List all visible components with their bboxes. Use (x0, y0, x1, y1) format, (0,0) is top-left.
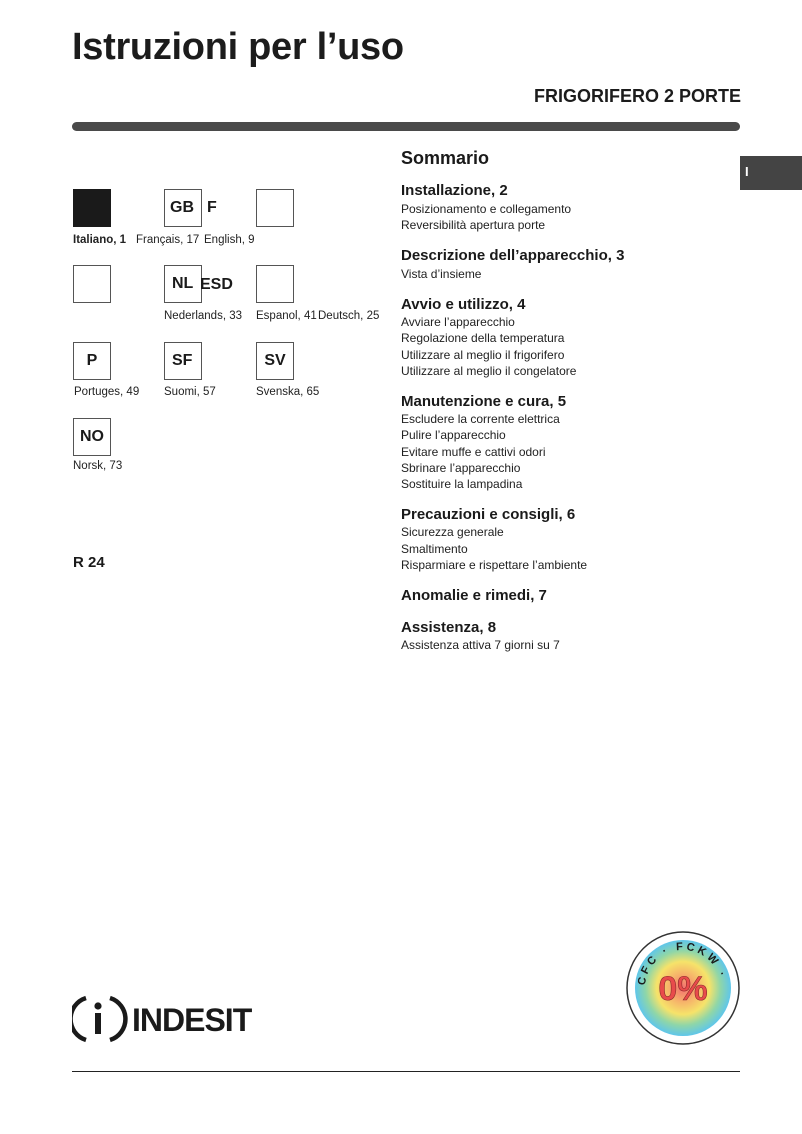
toc-item[interactable]: Regolazione della temperatura (401, 331, 565, 345)
toc-section-descrizione[interactable]: Descrizione dell’apparecchio, 3 (401, 247, 625, 264)
toc-item[interactable]: Evitare muffe e cattivi odori (401, 445, 546, 459)
language-caption-italiano[interactable] (73, 234, 126, 246)
toc-item[interactable]: Sicurezza generale (401, 525, 504, 539)
product-type: FRIGORIFERO 2 PORTE (533, 86, 741, 106)
language-tab[interactable]: I (740, 156, 802, 190)
language-code-esd: ESD (200, 276, 233, 293)
caption-italiano: Italiano, 1 (73, 234, 127, 246)
language-box-sv[interactable] (256, 342, 294, 380)
toc-section-installazione[interactable]: Installazione, 2 (401, 182, 508, 199)
toc-section-precauzioni[interactable]: Precauzioni e consigli, 6 (401, 506, 576, 523)
toc-item[interactable]: Sostituire la lampadina (401, 477, 523, 491)
language-box-no[interactable] (73, 418, 111, 456)
language-caption-francais[interactable]: Français, 17 (136, 234, 200, 246)
language-code-gb: GB (170, 199, 194, 216)
language-box-espanol[interactable] (256, 265, 294, 303)
toc-title: Sommario (401, 148, 490, 168)
language-code-nl: NL (172, 275, 194, 292)
language-code-p: P (86, 352, 98, 369)
toc-item[interactable]: Vista d’insieme (401, 267, 482, 281)
language-box-deutsch[interactable] (256, 189, 294, 227)
language-box-gb[interactable] (164, 189, 202, 227)
language-caption-portuges[interactable]: Portuges, 49 (74, 386, 140, 398)
language-caption-svenska[interactable]: Svenska, 65 (256, 386, 320, 398)
language-box-p[interactable] (73, 342, 111, 380)
toc-item[interactable]: Risparmiare e rispettare l’ambiente (401, 558, 588, 572)
toc-item[interactable]: Utilizzare al meglio il frigorifero (401, 348, 565, 362)
language-caption-norsk[interactable]: Norsk, 73 (73, 460, 123, 472)
language-caption-suomi[interactable]: Suomi, 57 (164, 386, 216, 398)
language-box-nl[interactable] (164, 265, 202, 303)
toc-section-avvio[interactable]: Avvio e utilizzo, 4 (401, 296, 526, 313)
language-box-francais[interactable] (73, 265, 111, 303)
toc-item[interactable]: Assistenza attiva 7 giorni su 7 (401, 638, 560, 652)
toc-item[interactable]: Escludere la corrente elettrica (401, 412, 560, 426)
language-caption-english[interactable]: English, 9 (204, 234, 255, 246)
language-code-no: NO (80, 428, 104, 445)
toc-item[interactable]: Sbrinare l’apparecchio (401, 461, 521, 475)
badge-ring-text: CFC · FCKW · (635, 940, 729, 987)
language-code-sv: SV (264, 352, 286, 369)
language-caption-espanol[interactable]: Espanol, 41 (256, 310, 317, 322)
model-number: R 24 (73, 554, 105, 571)
cfc-badge-icon (625, 930, 741, 1046)
toc-item[interactable]: Posizionamento e collegamento (401, 202, 572, 216)
toc-item[interactable]: Avviare l’apparecchio (401, 315, 515, 329)
toc-section-assistenza[interactable]: Assistenza, 8 (401, 619, 497, 636)
indesit-logo (72, 994, 272, 1044)
indesit-logo-icon (72, 994, 132, 1044)
toc-item[interactable]: Reversibilità apertura porte (401, 218, 546, 232)
language-box-italiano[interactable] (73, 189, 111, 227)
cfc-free-badge (625, 930, 741, 1046)
toc-item[interactable]: Smaltimento (401, 542, 468, 556)
indesit-wordmark: INDESIT (132, 1002, 252, 1038)
toc-section-manutenzione[interactable]: Manutenzione e cura, 5 (401, 393, 567, 410)
toc-item[interactable]: Pulire l’apparecchio (401, 428, 506, 442)
language-code-sf: SF (172, 352, 193, 369)
badge-value: 0% (658, 970, 708, 1008)
main-title: Istruzioni per l’uso (72, 26, 404, 68)
header-divider (72, 122, 740, 131)
language-code-f: F (207, 199, 217, 216)
footer-divider (72, 1071, 740, 1072)
language-box-sf[interactable] (164, 342, 202, 380)
toc-section-anomalie[interactable]: Anomalie e rimedi, 7 (401, 587, 547, 604)
language-caption-nederlands[interactable]: Nederlands, 33 (164, 310, 242, 322)
language-caption-deutsch[interactable]: Deutsch, 25 (318, 310, 380, 322)
toc-item[interactable]: Utilizzare al meglio il congelatore (401, 364, 577, 378)
